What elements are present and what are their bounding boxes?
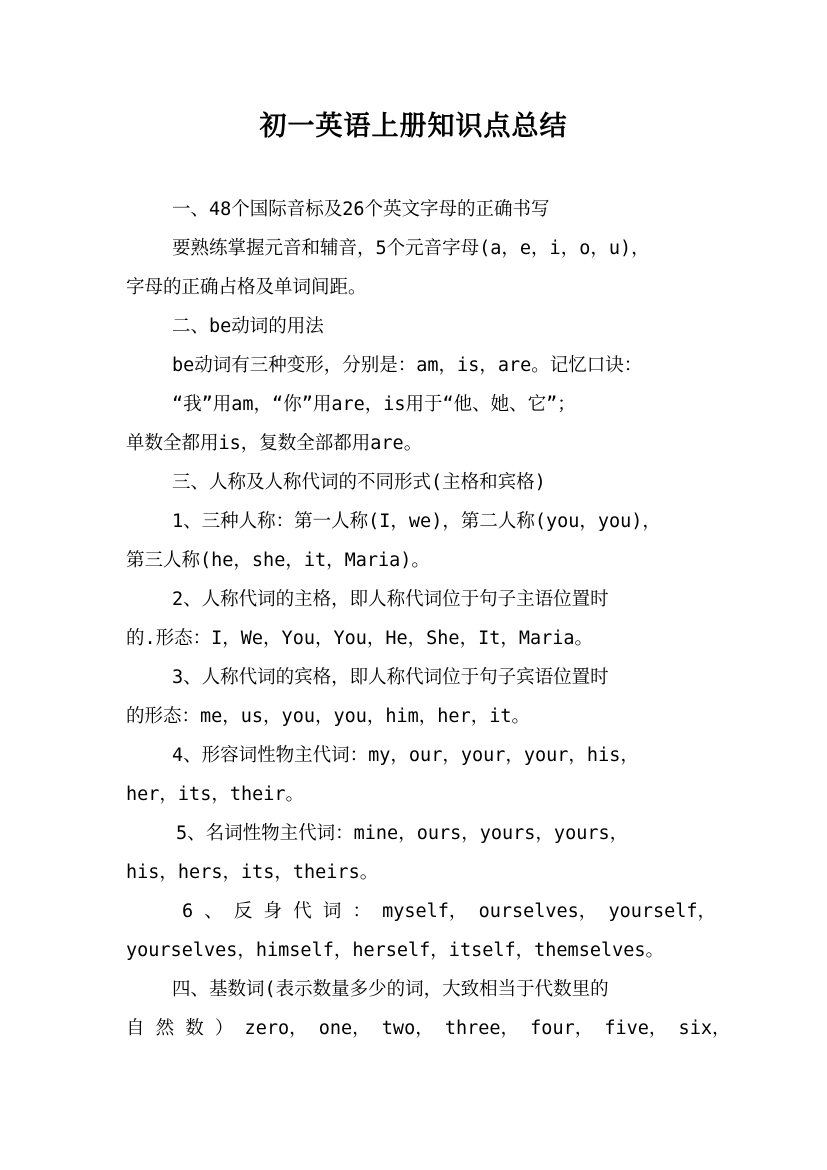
paragraph-line: 2、人称代词的主格，即人称代词位于句子主语位置时 [172, 589, 609, 610]
paragraph-line: 的.形态：I，We，You，You，He，She，It，Maria。 [126, 628, 594, 649]
document-title: 初一英语上册知识点总结 [259, 111, 568, 142]
paragraph-line: “我”用am，“你”用are，is用于“他、她、它”； [172, 394, 576, 415]
paragraph-line: his，hers，its，theirs。 [126, 862, 379, 883]
heading-personal-pronouns: 三、人称及人称代词的不同形式(主格和宾格) [172, 472, 546, 493]
paragraph-line: 第三人称(he，she，it，Maria)。 [126, 550, 430, 571]
paragraph-line: be动词有三种变形，分别是：am，is，are。记忆口诀： [172, 355, 643, 376]
heading-ipa-alphabet: 一、48个国际音标及26个英文字母的正确书写 [172, 199, 550, 220]
paragraph-line: 要熟练掌握元音和辅音，5个元音字母(a，e，i，o，u)， [172, 238, 650, 259]
paragraph-line: 3、人称代词的宾格，即人称代词位于句子宾语位置时 [172, 667, 609, 688]
paragraph-line: 4、形容词性物主代词：my，our，your，your，his， [172, 745, 639, 766]
paragraph-line: 自 然 数 ） zero， one， two， three， four， five， six， [126, 1018, 731, 1039]
paragraph-line: 单数全都用is，复数全部都用are。 [126, 433, 423, 454]
heading-be-verbs: 二、be动词的用法 [172, 316, 324, 337]
paragraph-line: yourselves，himself，herself，itself，themselves。 [126, 940, 665, 961]
heading-cardinal-numbers: 四、基数词(表示数量多少的词，大致相当于代数里的 [172, 979, 609, 1000]
paragraph-line: 字母的正确占格及单词间距。 [126, 277, 367, 298]
paragraph-line: 6 、 反 身 代 词 ： myself， ourselves， yourself， [182, 901, 717, 922]
paragraph-line: 1、三种人称：第一人称(I，we)，第二人称(you，you)， [172, 511, 661, 532]
paragraph-line: 的形态：me，us，you，you，him，her，it。 [126, 706, 530, 727]
paragraph-line: her，its，their。 [126, 784, 305, 805]
paragraph-line: 5、名词性物主代词：mine，ours，yours，yours， [176, 823, 629, 844]
